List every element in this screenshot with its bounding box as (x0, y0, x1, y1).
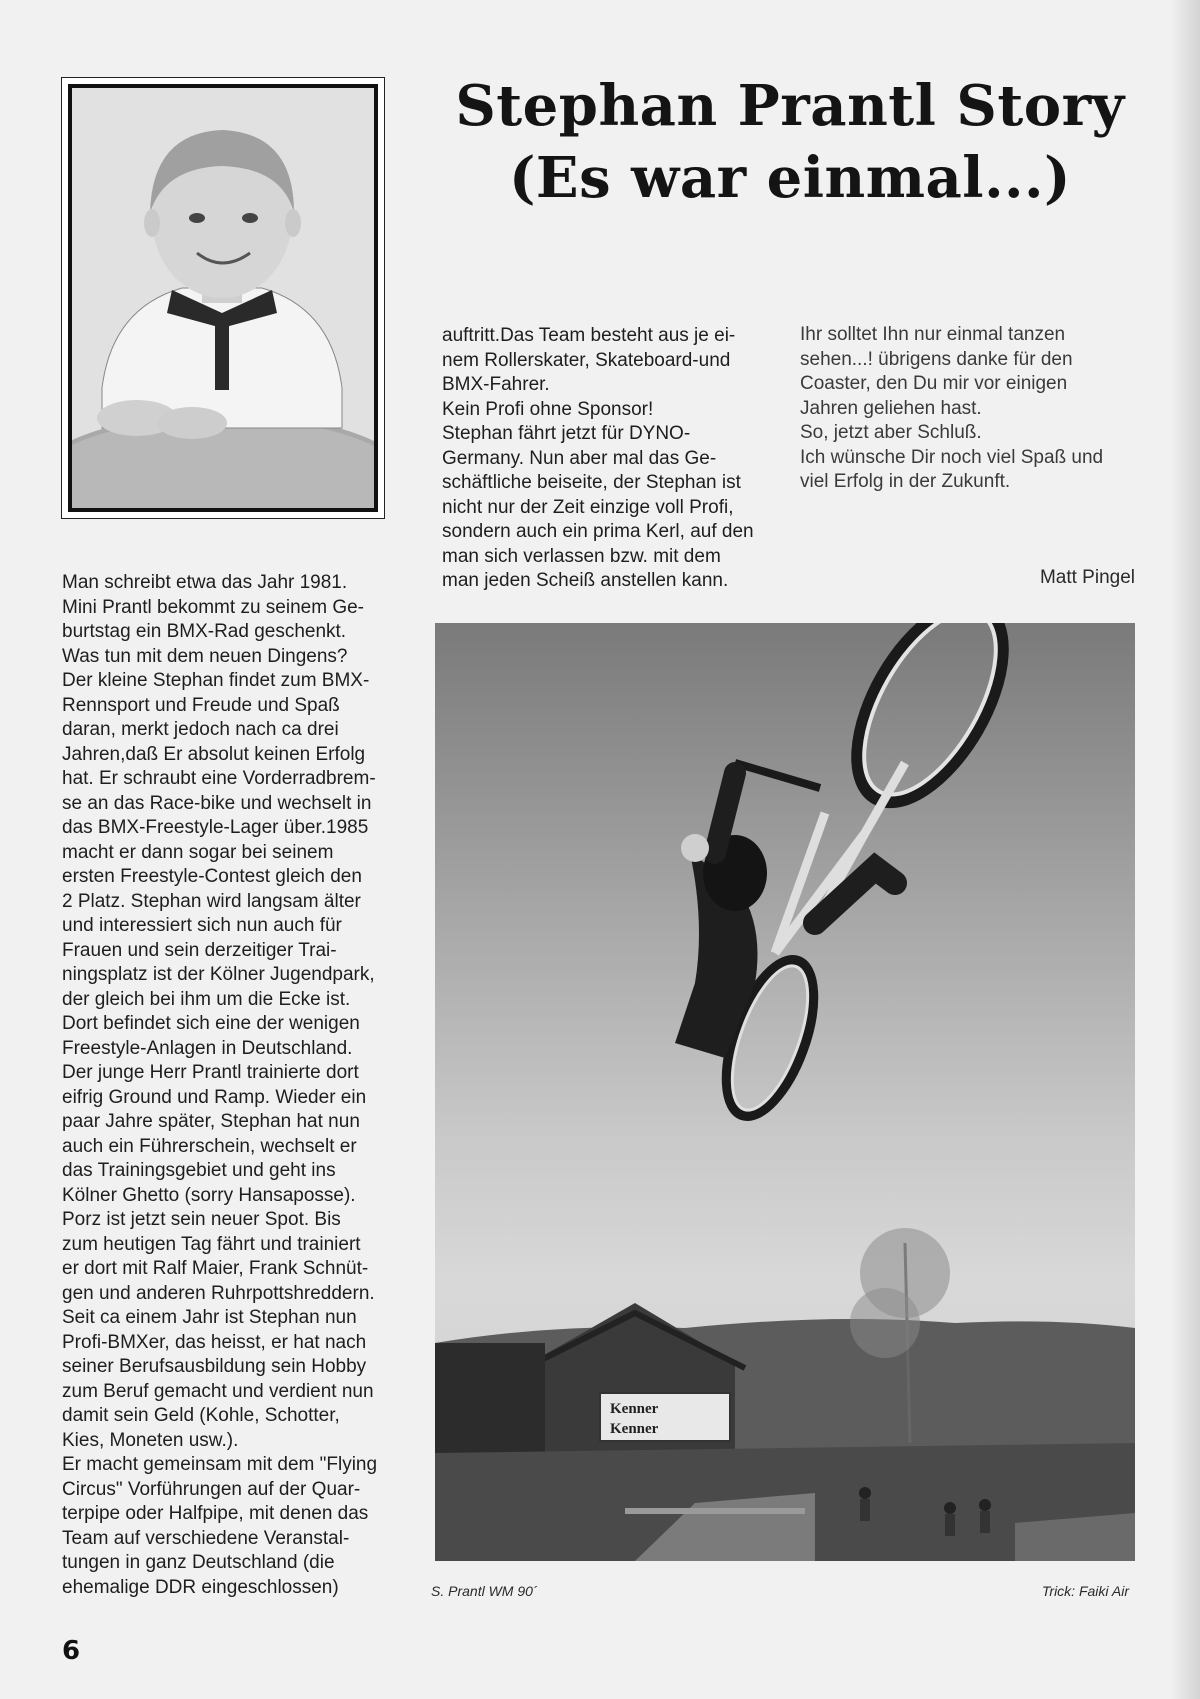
photo-caption-right: Trick: Faiki Air (1041, 1583, 1129, 1599)
article-text-right: Ihr solltet Ihn nur einmal tanzen sehen...! übrigens danke für den Coaster, den Du mir vor einigen Jahren geliehen hast. So, jetzt aber Schluß. Ich wünsche Dir noch viel Spaß und viel Erfolg in der Zukunft. (800, 324, 1104, 492)
title-line-2: (Es war einmal...) (508, 145, 1072, 211)
childhood-portrait-photo (61, 77, 385, 519)
article-title (420, 70, 1160, 214)
bmx-action-image (435, 623, 1135, 1561)
sign-text-2: Kenner (610, 1421, 659, 1437)
bmx-rider (675, 623, 1033, 1127)
title-line-1: Stephan Prantl Story (455, 73, 1125, 139)
page-edge-shadow (1170, 0, 1200, 1699)
portrait-image (72, 88, 376, 510)
author-name: Matt Pingel (1039, 567, 1135, 588)
article-text-left: Man schreibt etwa das Jahr 1981. Mini Prantl bekommt zu seinem Ge- burtstag ein BMX-Rad geschenkt. Was tun mit dem neuen Dingens? Der kleine Stephan findet zum BMX- Rennsport und Freude und Spaß daran, merkt jedoch nach ca drei Jahren,daß Er absolut keinen Erfolg hat. Er schraubt eine Vorderradbrem- se an das Race-bike und wechselt in das BMX-Freestyle-Lager über.1985 macht er dann sogar bei seinem ersten Freestyle-Contest gleich den 2 Platz. Stephan wird langsam älter und interessiert sich nun auch für Frauen und sein derzeitiger Trai- ningsplatz ist der Kölner Jugendpark, der gleich bei ihm um die Ecke ist. Dort befindet sich eine der wenigen Freestyle-Anlagen in Deutschland. Der junge Herr Prantl trainierte dort eifrig Ground und Ramp. Wieder ein paar Jahre später, Stephan hat nun auch ein Führerschein, wechselt er das Trainingsgebiet und geht ins Kölner Ghetto (sorry Hansaposse). Porz ist jetzt sein neuer Spot. Bis zum heutigen Tag fährt und trainiert er dort mit Ralf Maier, Frank Schnüt- gen und anderen Ruhrpottshreddern. Seit ca einem Jahr ist Stephan nun Profi-BMXer, das heisst, er hat nach seiner Berufsausbildung sein Hobby zum Beruf gemacht und verdient nun damit sein Geld (Kohle, Schotter, Kies, Moneten usw.). Er macht gemeinsam mit dem "Flying Circus" Vorführungen auf der Quar- terpipe oder Halfpipe, mit denen das Team auf verschiedene Veranstal- tungen in ganz Deutschland (die ehemalige DDR eingeschlossen) (62, 572, 378, 1598)
page-number: 6 (62, 1636, 81, 1666)
article-column-middle (442, 324, 787, 594)
article-column-left (62, 571, 402, 1600)
photo-caption-left: S. Prantl WM 90´ (431, 1583, 538, 1599)
sign-text-1: Kenner (610, 1401, 659, 1417)
bmx-action-photo (435, 623, 1135, 1561)
article-column-right (800, 323, 1160, 495)
article-text-middle: auftritt.Das Team besteht aus je ei- nem Rollerskater, Skateboard-und BMX-Fahrer. Kein Profi ohne Sponsor! Stephan fährt jetzt für DYNO- Germany. Nun aber mal das Ge- schäftliche beiseite, der Stephan ist nicht nur der Zeit einzige voll Profi, sondern auch ein prima Kerl, auf den man sich verlassen bzw. mit dem man jeden Scheiß anstellen kann. (442, 325, 754, 591)
